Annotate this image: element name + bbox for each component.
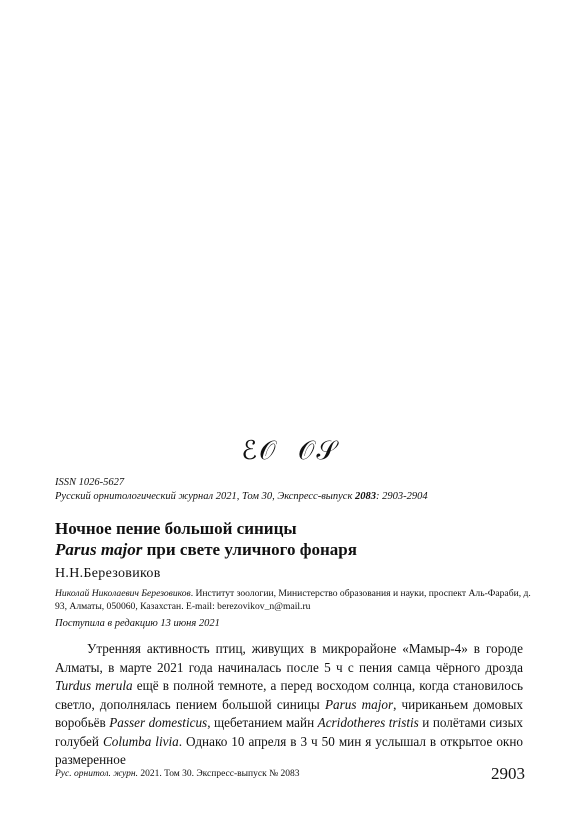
authors: Н.Н.Березовиков (55, 566, 161, 581)
ornament-right: 𝒪𝒮 (298, 436, 339, 465)
journal-line: Русский орнитологический журнал 2021, Том 30, Экспресс-выпуск 2083: 2903-2904 (55, 491, 428, 502)
received-date: Поступила в редакцию 13 июня 2021 (55, 618, 220, 629)
author-full-name: Николай Николаевич Березовиков (55, 588, 191, 599)
running-footer: Рус. орнитол. журн. 2021. Том 30. Экспресс-выпуск № 2083 (55, 769, 300, 779)
affiliation-details: . Институт зоологии, Министерство образования и науки, проспект Аль-Фараби, д. 93, Алматы, 050060, Казахстан. E-mail: berezovikov_n@mail.ru (55, 588, 531, 612)
species-name: Parus major (324, 696, 394, 712)
affiliation (55, 588, 535, 613)
ornament-left: ℰ𝒪 (241, 436, 278, 465)
title-line-2: Parus major при свете уличного фонаря (55, 540, 357, 559)
ornament-divider (0, 438, 580, 464)
species-name: Acridotheres tristis (317, 715, 419, 730)
title-line-1: Ночное пение большой синицы (55, 519, 297, 538)
article-title (55, 518, 535, 560)
page-number: 2903 (491, 764, 525, 783)
journal-meta (55, 476, 535, 504)
species-name: Columba livia (102, 733, 179, 749)
body-paragraph: Утренняя активность птиц, живущих в микрорайоне «Мамыр-4» в городе Алматы, в марте 2021 года начиналась после 5 ч с пения самца чёрного дрозда Turdus merula ещё в полной темноте, а перед восходом солнца, когда становилось светло, дополнялась пением большой синицы Parus major, чириканьем домовых воробьёв Passer domesticus, щебетанием майн Acridotheres tristis и полётами сизых голубей Columba livia. Однако 10 апреля в 3 ч 50 мин я услышал в открытое окно размеренное (55, 641, 524, 767)
species-name: Passer domesticus (109, 715, 208, 730)
species-name: Turdus merula (55, 678, 133, 693)
issue-number: 2083 (355, 491, 376, 502)
issn: ISSN 1026-5627 (55, 477, 125, 488)
title-species: Parus major (55, 540, 143, 559)
